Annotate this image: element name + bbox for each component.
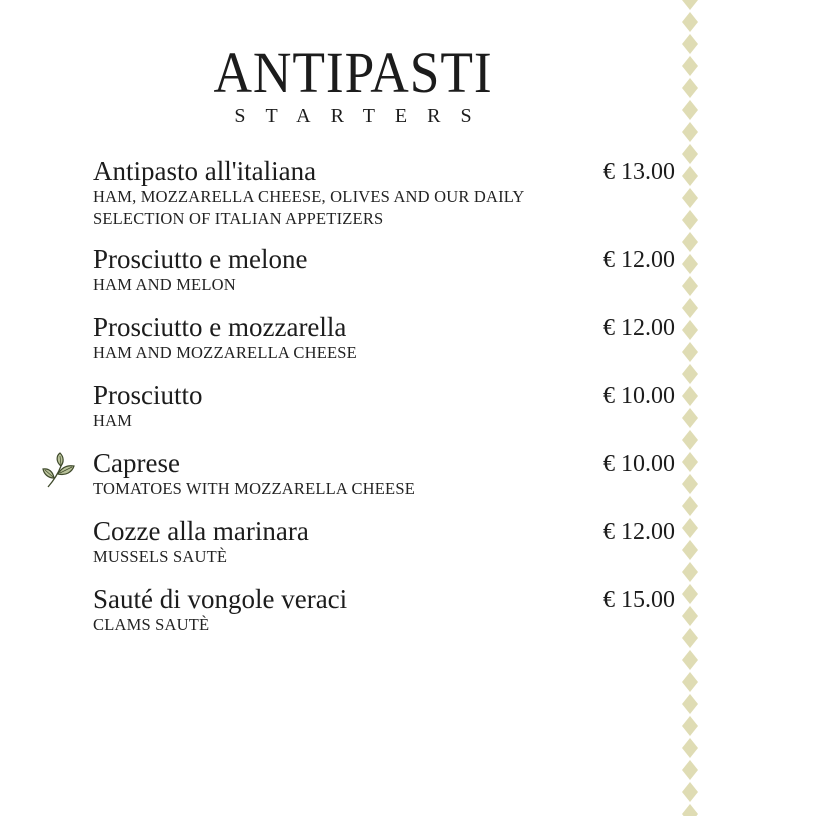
menu-item-price: € 12.00 (603, 315, 675, 341)
border-diamond (682, 650, 698, 670)
border-diamond (682, 166, 698, 186)
border-diamond (682, 254, 698, 274)
menu-item-description: HAM (93, 411, 133, 430)
menu-item-description: HAM AND MELON (93, 275, 236, 294)
menu-item-description: MUSSELS SAUTÈ (93, 547, 228, 566)
menu-item-name: Prosciutto e melone (93, 244, 308, 274)
menu-item-description: TOMATOES WITH MOZZARELLA CHEESE (93, 479, 415, 498)
border-diamond (682, 716, 698, 736)
menu-item-price: € 13.00 (603, 159, 675, 185)
menu-item-name: Sauté di vongole veraci (93, 584, 348, 614)
border-diamond (682, 584, 698, 604)
border-diamond (682, 144, 698, 164)
border-diamond (682, 804, 698, 816)
menu-item (93, 244, 675, 296)
border-diamond (682, 738, 698, 758)
border-diamond (682, 298, 698, 318)
border-diamond (682, 408, 698, 428)
border-diamond (682, 342, 698, 362)
border-diamond (682, 606, 698, 626)
menu-item-price: € 15.00 (603, 587, 675, 613)
border-diamond (682, 232, 698, 252)
border-diamond (682, 562, 698, 582)
border-diamond (682, 12, 698, 32)
border-diamond (682, 628, 698, 648)
border-diamond (682, 386, 698, 406)
border-diamond (682, 0, 698, 10)
border-diamond (682, 672, 698, 692)
menu-item (93, 312, 675, 364)
menu-item-name: Antipasto all'italiana (93, 156, 317, 186)
diamond-border (679, 0, 701, 816)
menu-item-price: € 12.00 (603, 247, 675, 273)
border-diamond (682, 56, 698, 76)
menu-item-name: Cozze alla marinara (93, 516, 309, 546)
border-diamond (682, 430, 698, 450)
border-diamond (682, 210, 698, 230)
menu-item-name: Prosciutto (93, 380, 203, 410)
menu-item-price: € 12.00 (603, 519, 675, 545)
border-diamond (682, 694, 698, 714)
border-diamond (682, 78, 698, 98)
border-diamond (682, 276, 698, 296)
menu-header (0, 38, 706, 128)
leaf-icon (42, 452, 76, 490)
border-diamond (682, 320, 698, 340)
section-subtitle: STARTERS (234, 105, 492, 127)
menu-item-description: HAM AND MOZZARELLA CHEESE (93, 343, 357, 362)
border-diamond (682, 782, 698, 802)
menu-item-name: Prosciutto e mozzarella (93, 312, 347, 342)
border-diamond (682, 122, 698, 142)
border-diamond (682, 760, 698, 780)
border-diamond (682, 34, 698, 54)
border-diamond (682, 518, 698, 538)
border-diamond (682, 474, 698, 494)
menu-item (93, 156, 675, 230)
border-diamond (682, 540, 698, 560)
border-diamond (682, 364, 698, 384)
border-diamond (682, 100, 698, 120)
section-title: ANTIPASTI (213, 40, 493, 105)
menu-item-name: Caprese (93, 448, 180, 478)
menu-item (93, 584, 675, 636)
menu-item-description: HAM, MOZZARELLA CHEESE, OLIVES AND OUR DAILY SELECTION OF ITALIAN APPETIZERS (93, 187, 524, 228)
menu-item (93, 516, 675, 568)
border-diamond (682, 452, 698, 472)
border-diamond (682, 188, 698, 208)
menu-item-price: € 10.00 (603, 451, 675, 477)
menu-item (93, 380, 675, 432)
menu-item-description: CLAMS SAUTÈ (93, 615, 210, 634)
menu-item-price: € 10.00 (603, 383, 675, 409)
menu-item (93, 448, 675, 500)
border-diamond (682, 496, 698, 516)
